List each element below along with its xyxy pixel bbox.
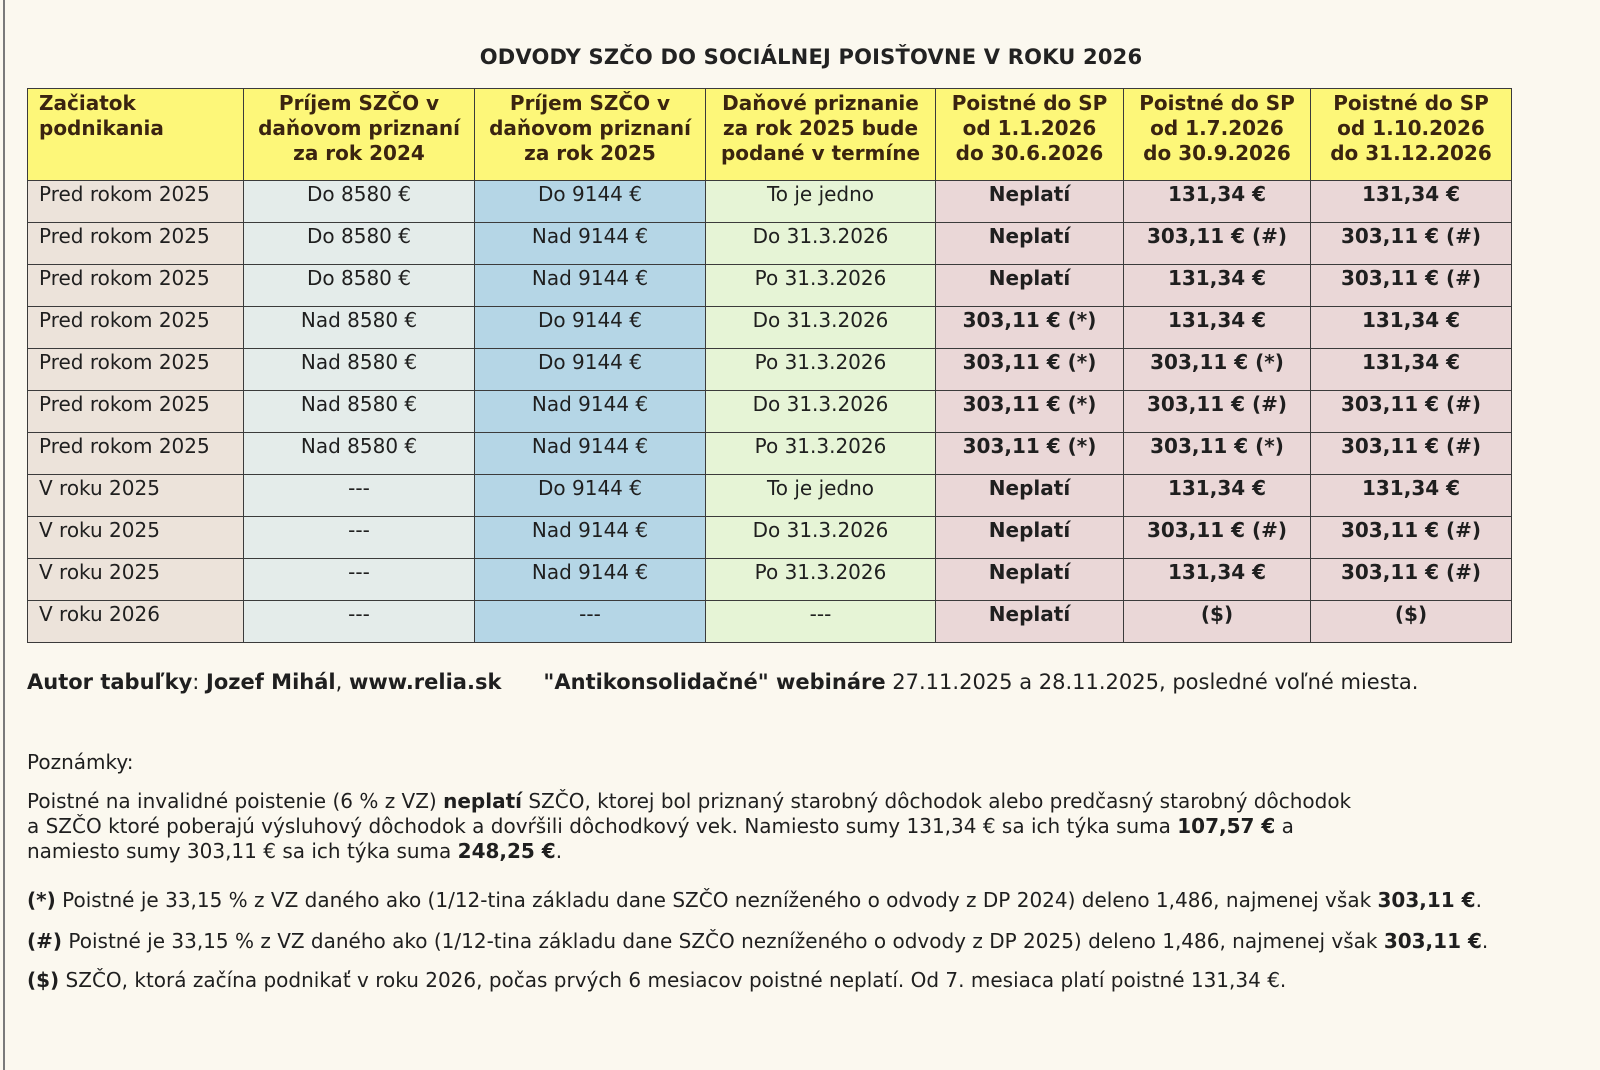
table-cell: Do 31.3.2026	[706, 517, 936, 559]
column-header	[1124, 89, 1311, 181]
table-row	[28, 433, 1512, 475]
table-cell: 303,11 € (#)	[1311, 391, 1512, 433]
footnote-bold: 303,11 €	[1377, 888, 1476, 912]
table-cell: To je jedno	[706, 475, 936, 517]
column-header-line: Poistné do SP	[1333, 91, 1489, 115]
notes-paragraph	[27, 789, 1547, 864]
page-title: ODVODY SZČO DO SOCIÁLNEJ POISŤOVNE V ROKU 2026	[479, 45, 1143, 69]
table-cell: 303,11 € (*)	[936, 391, 1124, 433]
table-cell: Pred rokom 2025	[28, 433, 244, 475]
footnote-hash	[27, 929, 1488, 953]
table-cell: 131,34 €	[1124, 181, 1311, 223]
table-cell: ---	[244, 559, 475, 601]
table-cell: 131,34 €	[1124, 475, 1311, 517]
table-cell: 303,11 € (*)	[936, 307, 1124, 349]
table-cell: Do 9144 €	[475, 307, 706, 349]
table-body	[28, 181, 1512, 643]
table-cell: 303,11 € (#)	[1311, 517, 1512, 559]
table-cell: Nad 9144 €	[475, 559, 706, 601]
column-header-line: daňovom priznaní	[258, 116, 460, 140]
table-cell: 131,34 €	[1311, 475, 1512, 517]
column-header-line: od 1.10.2026	[1337, 116, 1485, 140]
footnote-end: .	[1481, 929, 1489, 953]
column-header-line: Daňové priznanie	[722, 91, 919, 115]
table-cell: Nad 8580 €	[244, 433, 475, 475]
footnote-bold: 303,11 €	[1383, 929, 1482, 953]
footnote-end: .	[1475, 888, 1482, 912]
table-cell: 303,11 € (*)	[936, 349, 1124, 391]
footnote-mark: (*)	[27, 888, 56, 912]
table-row	[28, 307, 1512, 349]
table-cell: ---	[706, 601, 936, 643]
table-cell: Neplatí	[936, 559, 1124, 601]
table-cell: Do 8580 €	[244, 181, 475, 223]
table-cell: Nad 8580 €	[244, 391, 475, 433]
footnote-text: SZČO, ktorá začína podnikať v roku 2026, počas prvých 6 mesiacov poistné neplatí. Od 7. mesiaca platí poistné 131,34 €.	[59, 968, 1287, 992]
para-bold: neplatí	[443, 789, 522, 813]
table-cell: 131,34 €	[1124, 307, 1311, 349]
webinar-title: "Antikonsolidačné" webináre	[543, 670, 886, 694]
table-cell: ($)	[1124, 601, 1311, 643]
table-cell: 303,11 € (#)	[1124, 223, 1311, 265]
table-row	[28, 349, 1512, 391]
column-header-line: podnikania	[39, 116, 164, 140]
author-label: Autor tabuľky	[27, 670, 193, 694]
table-cell: 303,11 € (#)	[1311, 559, 1512, 601]
table-cell: V roku 2026	[28, 601, 244, 643]
table-cell: Do 9144 €	[475, 475, 706, 517]
column-header-line: Poistné do SP	[951, 91, 1108, 115]
table-row	[28, 517, 1512, 559]
table-cell: ---	[475, 601, 706, 643]
table-cell: Nad 8580 €	[244, 349, 475, 391]
footnote-mark: (#)	[27, 929, 63, 953]
para-text: a	[1275, 814, 1294, 838]
table-cell: Nad 9144 €	[475, 391, 706, 433]
column-header	[244, 89, 475, 181]
table-cell: V roku 2025	[28, 517, 244, 559]
column-header	[1311, 89, 1512, 181]
notes-heading: Poznámky:	[27, 750, 134, 774]
table-cell: Pred rokom 2025	[28, 349, 244, 391]
column-header-line: podané v termíne	[720, 141, 921, 165]
column-header-line: od 1.7.2026	[1150, 116, 1284, 140]
table-row	[28, 223, 1512, 265]
table-cell: To je jedno	[706, 181, 936, 223]
table-cell: Pred rokom 2025	[28, 181, 244, 223]
column-header-line: Príjem SZČO v	[509, 91, 671, 115]
table-row	[28, 601, 1512, 643]
table-cell: Do 8580 €	[244, 223, 475, 265]
table-cell: 303,11 € (*)	[936, 433, 1124, 475]
table-row	[28, 475, 1512, 517]
table-cell: Pred rokom 2025	[28, 307, 244, 349]
footnote-text: Poistné je 33,15 % z VZ daného ako (1/12-tina základu dane SZČO nezníženého o odvody z DP 2024) deleno 1,486, najmenej však	[55, 888, 1378, 912]
table-row	[28, 559, 1512, 601]
table-cell: Do 31.3.2026	[706, 391, 936, 433]
table-cell: Po 31.3.2026	[706, 349, 936, 391]
column-header-line: do 30.9.2026	[1143, 141, 1291, 165]
left-border-line	[3, 0, 5, 1070]
table-cell: Pred rokom 2025	[28, 265, 244, 307]
table-cell: Nad 9144 €	[475, 223, 706, 265]
para-text: Poistné na invalidné poistenie (6 % z VZ)	[27, 789, 444, 813]
column-header-line: za rok 2024	[293, 141, 425, 165]
author-colon: :	[192, 670, 207, 694]
table-cell: 131,34 €	[1124, 265, 1311, 307]
table-cell: V roku 2025	[28, 475, 244, 517]
para-text: SZČO, ktorej bol priznaný starobný dôchodok alebo predčasný starobný dôchodok	[521, 789, 1352, 813]
table-cell: Nad 8580 €	[244, 307, 475, 349]
table-cell: Do 9144 €	[475, 349, 706, 391]
table-cell: Neplatí	[936, 181, 1124, 223]
table-row	[28, 391, 1512, 433]
column-header	[28, 89, 244, 181]
table-cell: ---	[244, 475, 475, 517]
column-header-line: za rok 2025	[524, 141, 656, 165]
table-cell: Neplatí	[936, 517, 1124, 559]
author-website-link[interactable]: www.relia.sk	[348, 670, 502, 694]
column-header-line: do 31.12.2026	[1330, 141, 1492, 165]
table-cell: 131,34 €	[1311, 307, 1512, 349]
column-header-line: od 1.1.2026	[962, 116, 1097, 140]
author-sep: ,	[335, 670, 349, 694]
table-header-row	[28, 89, 1512, 181]
column-header	[936, 89, 1124, 181]
table-cell: Do 31.3.2026	[706, 307, 936, 349]
contributions-table	[27, 88, 1512, 643]
column-header	[475, 89, 706, 181]
column-header	[706, 89, 936, 181]
table-cell: Nad 9144 €	[475, 517, 706, 559]
column-header-line: za rok 2025 bude	[722, 116, 919, 140]
table-cell: 303,11 € (#)	[1311, 433, 1512, 475]
para-bold: 248,25 €	[457, 839, 556, 863]
table-cell: ---	[244, 517, 475, 559]
table-cell: Pred rokom 2025	[28, 391, 244, 433]
table-cell: 303,11 € (#)	[1124, 517, 1311, 559]
table-cell: Neplatí	[936, 265, 1124, 307]
column-header-line: daňovom priznaní	[489, 116, 691, 140]
para-text: a SZČO ktoré poberajú výsluhový dôchodok a dovŕšili dôchodkový vek. Namiesto sumy 131,34 € sa ich týka suma	[27, 814, 1178, 838]
table-cell: 303,11 € (#)	[1124, 391, 1311, 433]
table-row	[28, 181, 1512, 223]
footnote-mark: ($)	[27, 968, 60, 992]
table-cell: Neplatí	[936, 601, 1124, 643]
para-text: .	[555, 839, 563, 863]
table-cell: 131,34 €	[1124, 559, 1311, 601]
table-cell: Po 31.3.2026	[706, 559, 936, 601]
table-cell: 303,11 € (*)	[1124, 433, 1311, 475]
webinar-text: 27.11.2025 a 28.11.2025, posledné voľné miesta.	[885, 670, 1419, 694]
table-cell: Nad 9144 €	[475, 433, 706, 475]
footnote-star	[27, 888, 1482, 912]
table-cell: ---	[244, 601, 475, 643]
column-header-line: do 30.6.2026	[955, 141, 1104, 165]
column-header-line: Príjem SZČO v	[278, 91, 440, 115]
table-row	[28, 265, 1512, 307]
table-cell: ($)	[1311, 601, 1512, 643]
para-bold: 107,57 €	[1177, 814, 1276, 838]
table-cell: Neplatí	[936, 223, 1124, 265]
footnote-dollar	[27, 968, 1286, 992]
column-header-line: Poistné do SP	[1139, 91, 1295, 115]
table-cell: 303,11 € (#)	[1311, 223, 1512, 265]
table-cell: Do 8580 €	[244, 265, 475, 307]
para-text: namiesto sumy 303,11 € sa ich týka suma	[27, 839, 458, 863]
author-name: Jozef Mihál	[206, 670, 336, 694]
table-cell: Do 9144 €	[475, 181, 706, 223]
table-cell: Neplatí	[936, 475, 1124, 517]
author-line	[27, 670, 1418, 694]
table-cell: 131,34 €	[1311, 349, 1512, 391]
footnote-text: Poistné je 33,15 % z VZ daného ako (1/12-tina základu dane SZČO nezníženého o odvody z DP 2025) deleno 1,486, najmenej však	[62, 929, 1384, 953]
table-cell: 303,11 € (*)	[1124, 349, 1311, 391]
table-cell: 131,34 €	[1311, 181, 1512, 223]
table-cell: 303,11 € (#)	[1311, 265, 1512, 307]
column-header-line: Začiatok	[39, 91, 136, 115]
table-cell: Po 31.3.2026	[706, 433, 936, 475]
table-cell: Nad 9144 €	[475, 265, 706, 307]
table-cell: Pred rokom 2025	[28, 223, 244, 265]
table-cell: Do 31.3.2026	[706, 223, 936, 265]
table-cell: V roku 2025	[28, 559, 244, 601]
table-cell: Po 31.3.2026	[706, 265, 936, 307]
